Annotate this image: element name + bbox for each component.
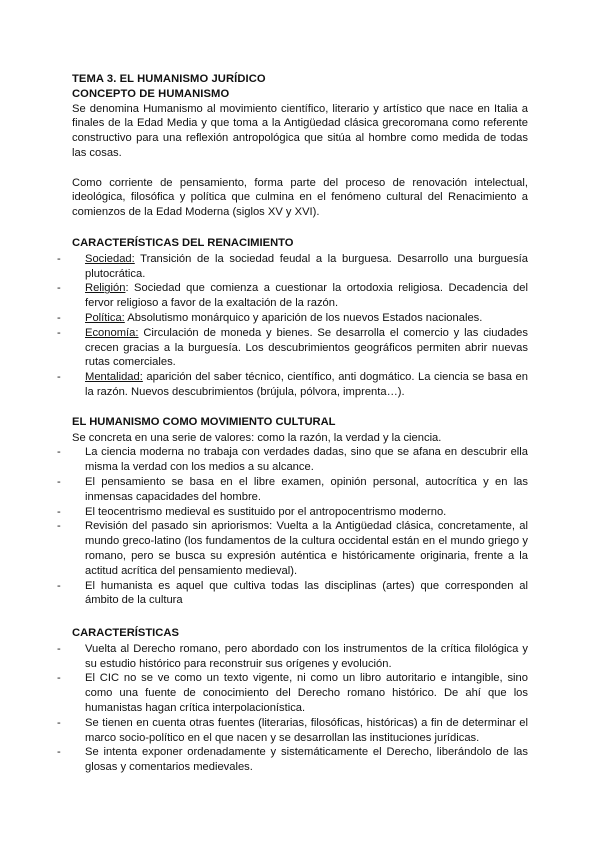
list-item: - Economía: Circulación de moneda y bienes. Se desarrolla el comercio y las ciudades crecen gracias a la burguesía. Los descubrimientos geográficos permiten abrir nuevas rutas comerciales.: [57, 326, 528, 369]
list-item: - El humanista es aquel que cultiva todas las disciplinas (artes) que corresponden al ámbito de la cultura: [57, 579, 528, 607]
list-item: - Mentalidad: aparición del saber técnico, científico, anti dogmático. La ciencia se basa en la razón. Nuevos descubrimientos (brújula, pólvora, imprenta…).: [57, 371, 528, 398]
document-content: [57, 72, 528, 775]
section-heading-movimiento: EL HUMANISMO COMO MOVIMIENTO CULTURAL: [72, 415, 336, 428]
movimiento-intro: Se concreta en una serie de valores: como la razón, la verdad y la ciencia.: [72, 431, 442, 444]
list-item: - El CIC no se ve como un texto vigente, ni como un libro autoritario e intangible, sino como una fuente de conocimiento del Derecho romano histórico. De ahí que los humanistas hagan crítica interpolacionística.: [57, 672, 528, 715]
list-item: - Se tienen en cuenta otras fuentes (literarias, filosóficas, históricas) a fin de determinar el marco socio-político en el que nacen y se desarrollan las instituciones jurídicas.: [57, 716, 528, 744]
list-item: - Política: Absolutismo monárquico y aparición de los nuevos Estados nacionales.: [57, 311, 483, 324]
intro-paragraph-1: Se denomina Humanismo al movimiento científico, literario y artístico que nace en Italia a finales de la Edad Media y que toma a la Antigüedad clásica grecoromana como referente constructivo para una reflexión antropológica que sitúa al hombre como medida de todas las cosas.: [72, 102, 528, 159]
renacimiento-list: [57, 252, 528, 400]
list-item: - La ciencia moderna no trabaja con verdades dadas, sino que se afana en descubrir ella misma la verdad con los medios a su alcance.: [57, 446, 528, 474]
caracteristicas-list: [57, 642, 528, 775]
list-item: - Se intenta exponer ordenadamente y sistemáticamente el Derecho, liberándolo de las glosas y comentarios medievales.: [57, 746, 528, 774]
list-item: - Vuelta al Derecho romano, pero abordado con los instrumentos de la crítica filológica y su estudio histórico para reconstruir sus orígenes y evolución.: [57, 642, 528, 670]
document-title: TEMA 3. EL HUMANISMO JURÍDICO: [72, 73, 266, 85]
section-heading-caracteristicas: CARACTERÍSTICAS: [72, 627, 179, 640]
section-heading-renacimiento: CARACTERÍSTICAS DEL RENACIMIENTO: [72, 236, 294, 249]
list-item: - Religión: Sociedad que comienza a cuestionar la ortodoxia religiosa. Decadencia del fervor religioso a favor de la exaltación de la razón.: [57, 282, 528, 310]
list-item: - Revisión del pasado sin apriorismos: Vuelta a la Antigüedad clásica, concretamente, al mundo greco-latino (los fundamentos de la cultura occidental están en el mundo griego y romano, pero se busca su expresión auténtica e históricamente originaria, frente a la actitud acrítica del pensamiento medieval).: [57, 520, 528, 577]
list-item: - El teocentrismo medieval es sustituido por el antropocentrismo moderno.: [57, 505, 447, 518]
movimiento-list: [57, 445, 528, 608]
intro-paragraph-2: Como corriente de pensamiento, forma parte del proceso de renovación intelectual, ideológica, filosófica y política que culmina en el fenómeno cultural del Renacimiento a comienzos de la Edad Moderna (siglos XV y XVI).: [72, 176, 528, 219]
list-item: - El pensamiento se basa en el libre examen, opinión personal, autocrítica y en las inmensas capacidades del hombre.: [57, 475, 528, 503]
list-item: - Sociedad: Transición de la sociedad feudal a la burguesa. Desarrollo una burguesía plutocrática.: [57, 252, 528, 280]
section-heading-concepto: CONCEPTO DE HUMANISMO: [72, 87, 230, 100]
